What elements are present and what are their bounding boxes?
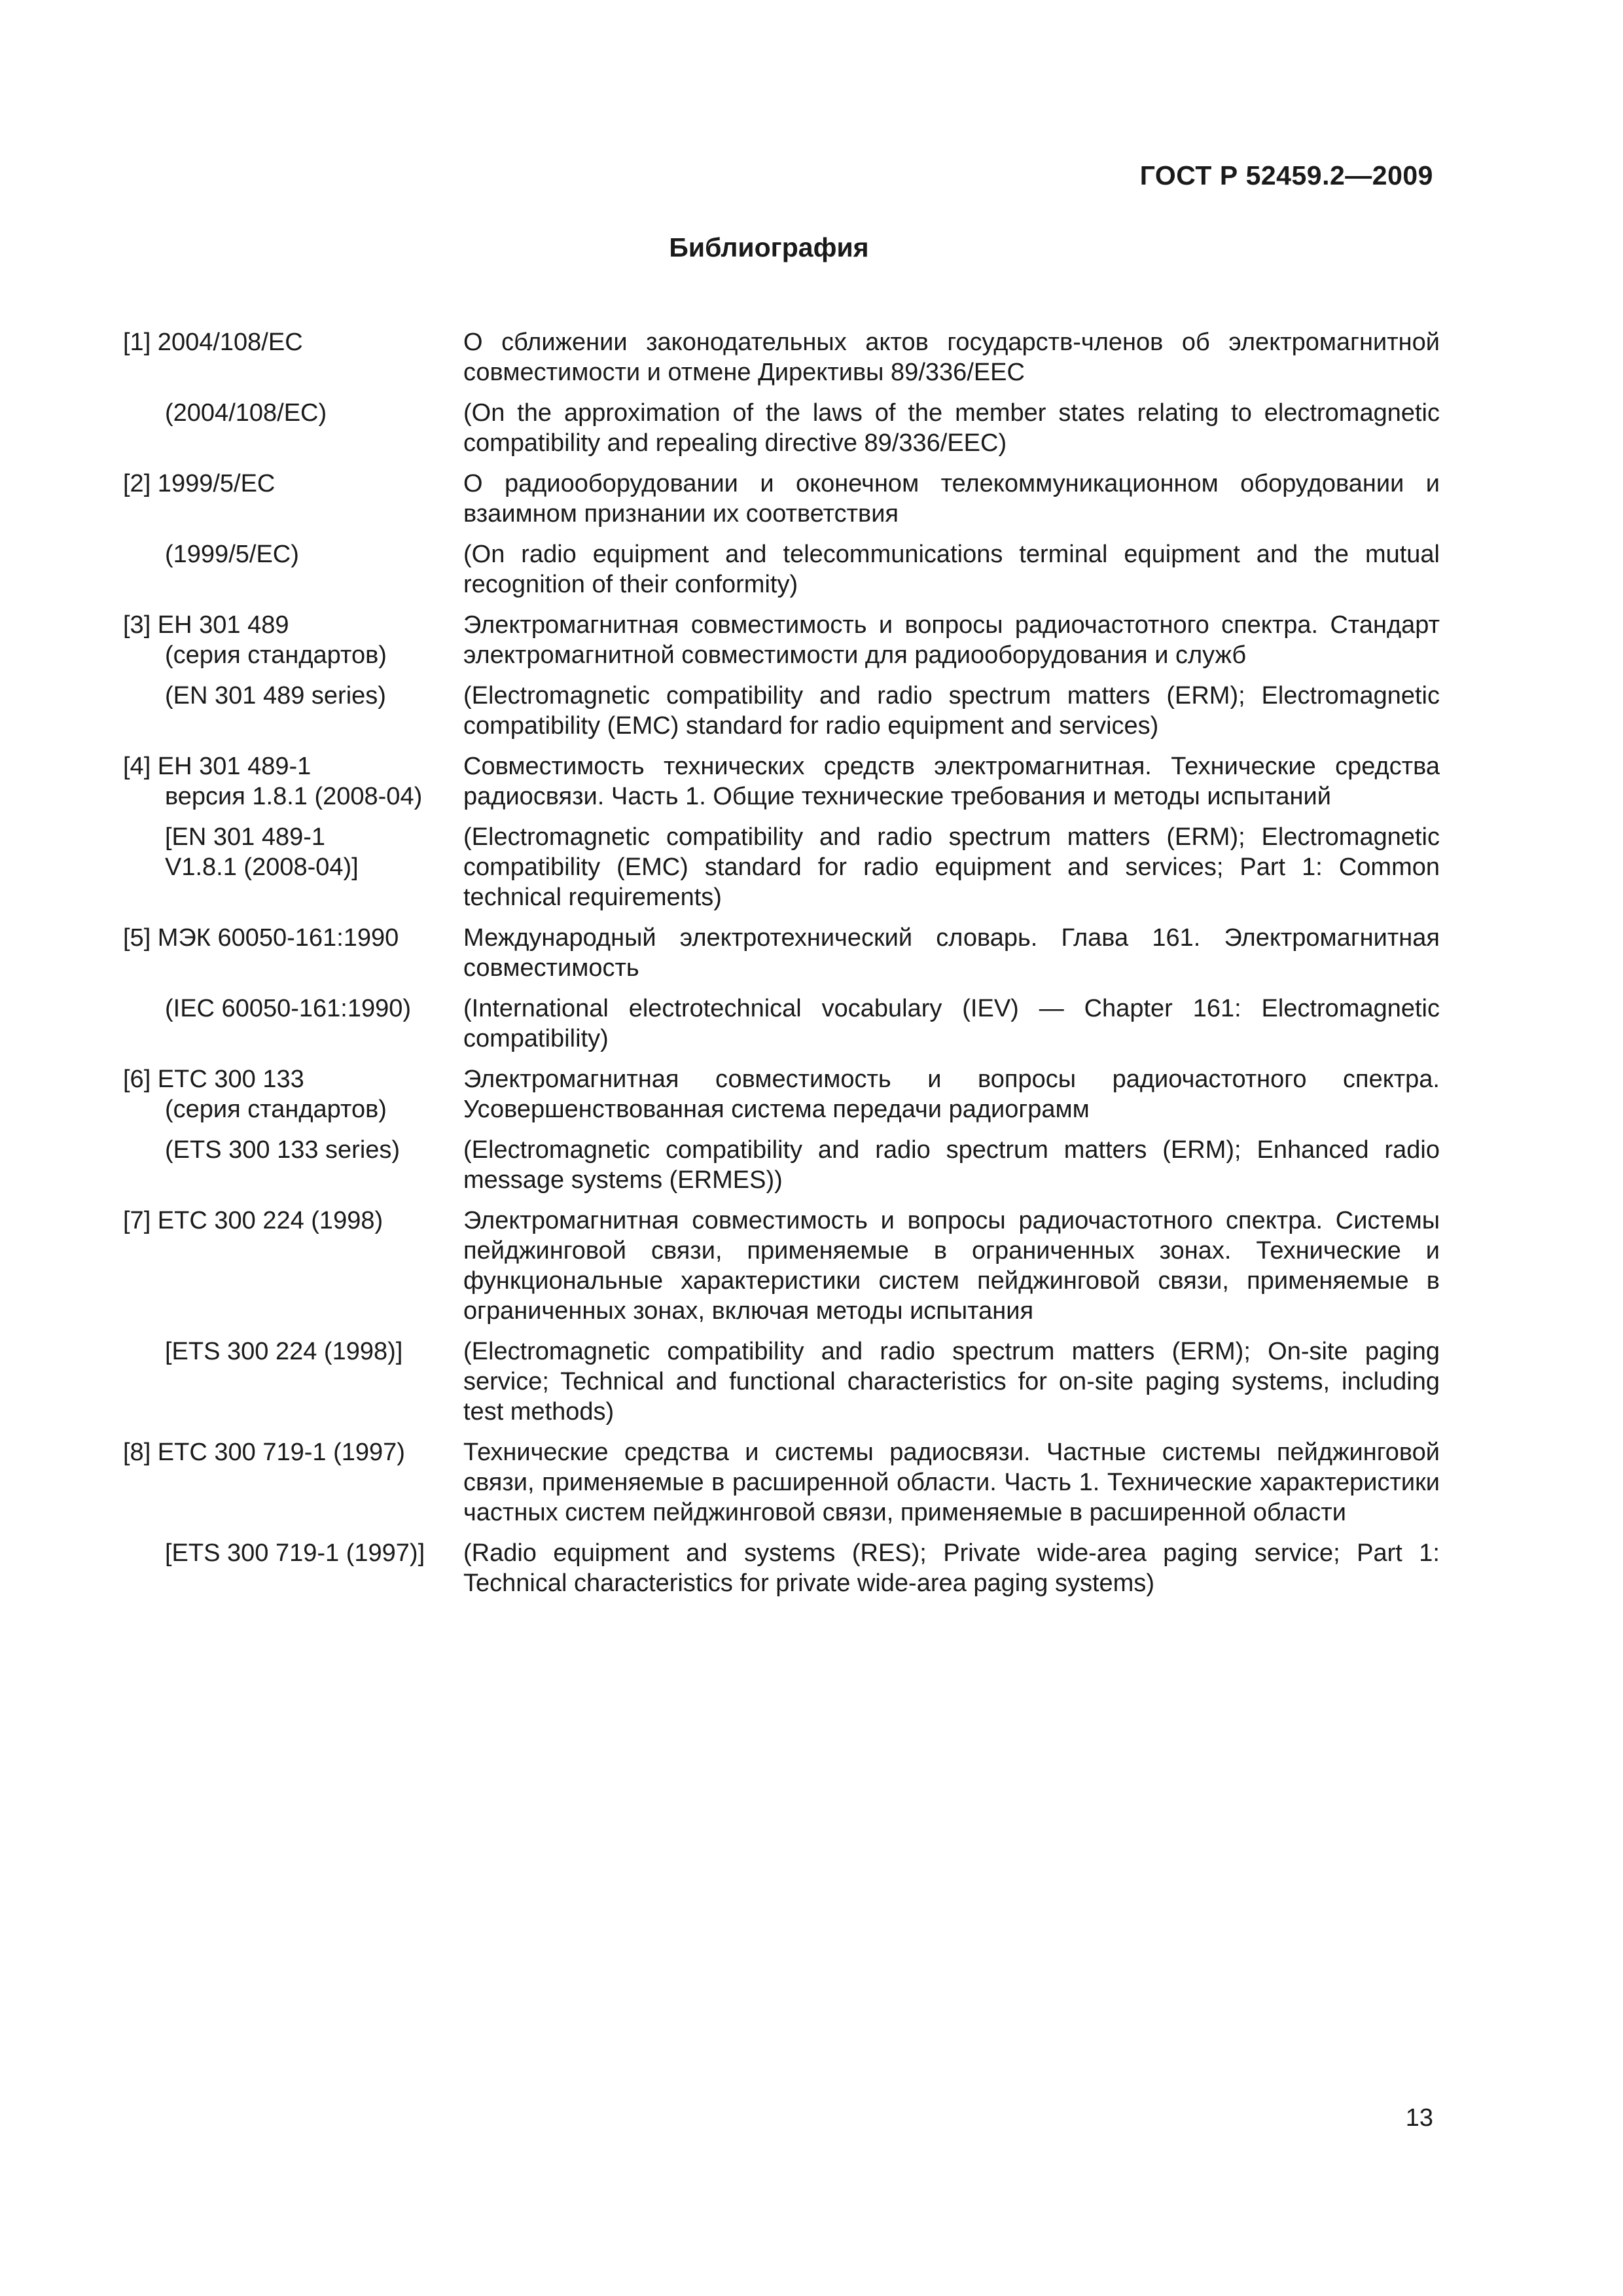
entry-description: (On radio equipment and telecommunications terminal equipment and the mutual recognition of their conformity) [463, 541, 1440, 598]
reference-line: [2] 1999/5/EC [123, 470, 276, 497]
reference-line: [6] ЕТС 300 133 [123, 1066, 304, 1093]
reference-line: [EN 301 489-1 [165, 823, 326, 851]
reference-line: (ETS 300 133 series) [165, 1136, 401, 1164]
entry-reference [123, 1336, 463, 1427]
bibliography-entry [123, 610, 1440, 670]
bibliography-entry [123, 469, 1440, 529]
entry-description: (Electromagnetic compatibility and radio spectrum matters (ERM); Electromagnetic compatibility (EMC) standard for radio equipment and services; Part 1: Common technical requirements) [463, 823, 1440, 911]
entry-reference [123, 539, 463, 600]
reference-line: (1999/5/EC) [165, 541, 299, 568]
entry-description: (International electrotechnical vocabulary (IEV) — Chapter 161: Electromagnetic compatibility) [463, 995, 1440, 1052]
reference-line: (IEC 60050-161:1990) [165, 995, 412, 1022]
entry-reference [123, 1538, 463, 1598]
reference-line: [1] 2004/108/EC [123, 329, 303, 356]
entry-reference [123, 923, 463, 983]
reference-line: [5] МЭК 60050-161:1990 [123, 924, 399, 952]
bibliography-entry [123, 398, 1440, 458]
bibliography-entry [123, 1336, 1440, 1427]
entry-reference [123, 610, 463, 670]
entry-reference [123, 751, 463, 812]
entry-description: Совместимость технических средств электромагнитная. Технические средства радиосвязи. Часть 1. Общие технические требования и методы испытаний [463, 753, 1440, 810]
reference-line: [ETS 300 719-1 (1997)] [165, 1539, 425, 1567]
reference-line: [7] ЕТС 300 224 (1998) [123, 1207, 383, 1234]
bibliography-entry [123, 1538, 1440, 1598]
entry-reference [123, 994, 463, 1054]
document-header: ГОСТ Р 52459.2—2009 [1139, 160, 1433, 190]
bibliography-entry [123, 539, 1440, 600]
reference-line: (серия стандартов) [165, 1096, 387, 1123]
bibliography-entry [123, 1206, 1440, 1326]
reference-line: (EN 301 489 series) [165, 682, 386, 709]
entry-reference [123, 681, 463, 741]
reference-line: версия 1.8.1 (2008-04) [165, 783, 423, 810]
entry-reference [123, 327, 463, 387]
bibliography-entry [123, 994, 1440, 1054]
reference-line: [4] ЕН 301 489-1 [123, 753, 312, 780]
reference-line: (2004/108/EC) [165, 399, 327, 427]
bibliography-entry [123, 681, 1440, 741]
reference-line: (серия стандартов) [165, 641, 387, 669]
entry-reference [123, 822, 463, 912]
bibliography-entry [123, 1064, 1440, 1124]
entry-reference [123, 1206, 463, 1326]
bibliography-entry [123, 327, 1440, 387]
entry-reference [123, 469, 463, 529]
reference-line: V1.8.1 (2008-04)] [165, 853, 359, 881]
section-title: Библиография [669, 232, 869, 262]
bibliography-entry [123, 822, 1440, 912]
page-number: 13 [1405, 2104, 1433, 2132]
entry-description: Международный электротехнический словарь. Глава 161. Электромагнитная совместимость [463, 924, 1440, 982]
entry-description: (Electromagnetic compatibility and radio spectrum matters (ERM); Enhanced radio message systems (ERMES)) [463, 1136, 1440, 1194]
entry-reference [123, 1064, 463, 1124]
bibliography-list [123, 327, 1440, 1609]
entry-description: О радиооборудовании и оконечном телекоммуникационном оборудовании и взаимном признании их соответствия [463, 470, 1440, 528]
entry-description: (On the approximation of the laws of the member states relating to electromagnetic compatibility and repealing directive 89/336/EEC) [463, 399, 1440, 457]
entry-reference [123, 1437, 463, 1528]
reference-line: [3] ЕН 301 489 [123, 611, 289, 639]
bibliography-entry [123, 1437, 1440, 1528]
entry-description: О сближении законодательных актов государств-членов об электромагнитной совместимости и отмене Директивы 89/336/ЕЕС [463, 329, 1440, 386]
entry-description: Электромагнитная совместимость и вопросы радиочастотного спектра. Стандарт электромагнитной совместимости для радиооборудования и служб [463, 611, 1440, 669]
bibliography-entry [123, 923, 1440, 983]
reference-line: [ETS 300 224 (1998)] [165, 1338, 403, 1365]
entry-reference [123, 1135, 463, 1195]
entry-description: (Electromagnetic compatibility and radio spectrum matters (ERM); Electromagnetic compatibility (EMC) standard for radio equipment and services) [463, 682, 1440, 740]
bibliography-entry [123, 751, 1440, 812]
entry-description: Электромагнитная совместимость и вопросы радиочастотного спектра. Усовершенствованная система передачи радиограмм [463, 1066, 1440, 1123]
entry-reference [123, 398, 463, 458]
reference-line: [8] ЕТС 300 719-1 (1997) [123, 1439, 405, 1466]
entry-description: (Electromagnetic compatibility and radio spectrum matters (ERM); On-site paging service; Technical and functional characteristics for on-site paging systems, including test methods) [463, 1338, 1440, 1426]
entry-description: Технические средства и системы радиосвязи. Частные системы пейджинговой связи, применяемые в расширенной области. Часть 1. Технические характеристики частных систем пейджинговой связи, применяемые в расширенной области [463, 1439, 1440, 1526]
entry-description: Электромагнитная совместимость и вопросы радиочастотного спектра. Системы пейджинговой связи, применяемые в ограниченных зонах. Технические и функциональные характеристики систем пейджинговой связи, применяемые в ограниченных зонах, включая методы испытания [463, 1207, 1440, 1325]
entry-description: (Radio equipment and systems (RES); Private wide-area paging service; Part 1: Technical characteristics for private wide-area paging systems) [463, 1539, 1440, 1597]
bibliography-entry [123, 1135, 1440, 1195]
